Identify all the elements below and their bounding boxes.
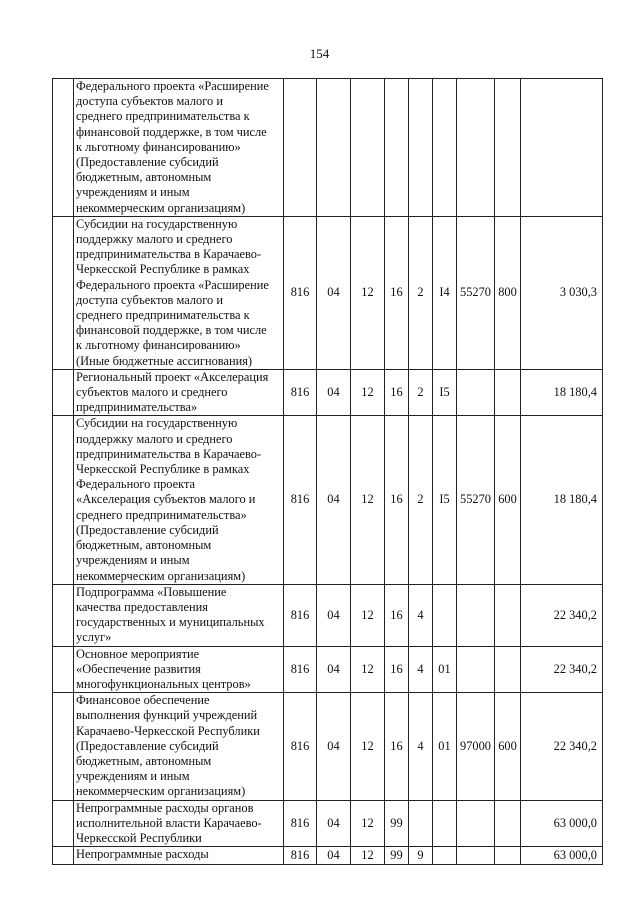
code-cell: 816	[284, 369, 317, 416]
expense-type-cell: 600	[495, 416, 521, 584]
row-number-cell	[53, 79, 74, 217]
page-number: 154	[309, 46, 330, 61]
code-cell: 816	[284, 693, 317, 800]
row-number-cell	[53, 800, 74, 847]
subsection-cell: 12	[351, 646, 385, 693]
table-row	[53, 693, 603, 800]
expense-type-cell	[495, 847, 521, 865]
program-cell	[385, 79, 409, 217]
description-cell: Подпрограмма «Повышение качества предоставления государственных и муниципальных услуг»	[74, 584, 284, 646]
subprogram-cell: 2	[409, 216, 433, 369]
subsection-cell	[351, 79, 385, 217]
expense-type-cell	[495, 800, 521, 847]
event-cell: 01	[433, 646, 457, 693]
subsection-cell: 12	[351, 800, 385, 847]
code-cell: 816	[284, 584, 317, 646]
event-cell: I5	[433, 416, 457, 584]
budget-table	[52, 78, 603, 865]
table-row	[53, 216, 603, 369]
direction-cell	[457, 79, 495, 217]
table-row	[53, 800, 603, 847]
direction-cell: 55270	[457, 216, 495, 369]
expense-type-cell	[495, 584, 521, 646]
expense-type-cell: 800	[495, 216, 521, 369]
description-cell: Региональный проект «Акселерация субъектов малого и среднего предпринимательства»	[74, 369, 284, 416]
code-cell: 816	[284, 800, 317, 847]
subsection-cell: 12	[351, 847, 385, 865]
code-cell: 816	[284, 416, 317, 584]
subprogram-cell: 4	[409, 646, 433, 693]
subsection-cell: 12	[351, 693, 385, 800]
table-row	[53, 584, 603, 646]
amount-cell: 22 340,2	[521, 584, 603, 646]
row-number-cell	[53, 584, 74, 646]
section-cell: 04	[317, 800, 351, 847]
amount-cell: 3 030,3	[521, 216, 603, 369]
direction-cell	[457, 800, 495, 847]
amount-cell: 18 180,4	[521, 416, 603, 584]
code-cell: 816	[284, 847, 317, 865]
row-number-cell	[53, 369, 74, 416]
direction-cell	[457, 847, 495, 865]
section-cell: 04	[317, 646, 351, 693]
amount-cell: 22 340,2	[521, 646, 603, 693]
section-cell: 04	[317, 693, 351, 800]
subsection-cell: 12	[351, 584, 385, 646]
expense-type-cell	[495, 646, 521, 693]
description-cell: Федерального проекта «Расширение доступа субъектов малого и среднего предпринимательства к финансовой поддержке, в том числе к льготному финансированию» (Предоставление субсидий бюджетным, автономным учреждениям и иным некоммерческим организациям)	[74, 79, 284, 217]
subsection-cell: 12	[351, 369, 385, 416]
description-cell: Субсидии на государственную поддержку малого и среднего предпринимательства в Карачаево- Черкесской Республике в рамках Федерального проекта «Расширение доступа субъектов малого и среднего предпринимательства к финансовой поддержке, в том числе к льготному финансированию» (Иные бюджетные ассигнования)	[74, 216, 284, 369]
section-cell: 04	[317, 416, 351, 584]
section-cell: 04	[317, 847, 351, 865]
description-cell: Финансовое обеспечение выполнения функций учреждений Карачаево-Черкесской Республики (Предоставление субсидий бюджетным, автономным учреждениям и иным некоммерческим организациям)	[74, 693, 284, 800]
subprogram-cell	[409, 800, 433, 847]
program-cell: 16	[385, 216, 409, 369]
description-cell: Непрограммные расходы	[74, 847, 284, 865]
row-number-cell	[53, 693, 74, 800]
subprogram-cell: 9	[409, 847, 433, 865]
table-row	[53, 79, 603, 217]
program-cell: 99	[385, 800, 409, 847]
event-cell: I5	[433, 369, 457, 416]
section-cell: 04	[317, 216, 351, 369]
event-cell: 01	[433, 693, 457, 800]
section-cell: 04	[317, 369, 351, 416]
subprogram-cell	[409, 79, 433, 217]
row-number-cell	[53, 216, 74, 369]
subprogram-cell: 4	[409, 584, 433, 646]
amount-cell: 18 180,4	[521, 369, 603, 416]
section-cell: 04	[317, 584, 351, 646]
event-cell	[433, 800, 457, 847]
table-row	[53, 416, 603, 584]
program-cell: 16	[385, 416, 409, 584]
amount-cell: 63 000,0	[521, 800, 603, 847]
amount-cell: 22 340,2	[521, 693, 603, 800]
direction-cell: 55270	[457, 416, 495, 584]
code-cell: 816	[284, 646, 317, 693]
section-cell	[317, 79, 351, 217]
program-cell: 16	[385, 646, 409, 693]
event-cell: I4	[433, 216, 457, 369]
subsection-cell: 12	[351, 416, 385, 584]
description-cell: Субсидии на государственную поддержку малого и среднего предпринимательства в Карачаево- Черкесской Республике в рамках Федерального проекта «Акселерация субъектов малого и среднего предпринимательства» (Предоставление субсидий бюджетным, автономным учреждениям и иным некоммерческим организациям)	[74, 416, 284, 584]
description-cell: Непрограммные расходы органов исполнительной власти Карачаево- Черкесской Республики	[74, 800, 284, 847]
code-cell: 816	[284, 216, 317, 369]
program-cell: 99	[385, 847, 409, 865]
direction-cell: 97000	[457, 693, 495, 800]
subprogram-cell: 2	[409, 369, 433, 416]
code-cell	[284, 79, 317, 217]
program-cell: 16	[385, 693, 409, 800]
row-number-cell	[53, 416, 74, 584]
description-cell: Основное мероприятие «Обеспечение развития многофункциональных центров»	[74, 646, 284, 693]
expense-type-cell: 600	[495, 693, 521, 800]
expense-type-cell	[495, 79, 521, 217]
subsection-cell: 12	[351, 216, 385, 369]
event-cell	[433, 847, 457, 865]
amount-cell: 63 000,0	[521, 847, 603, 865]
direction-cell	[457, 369, 495, 416]
program-cell: 16	[385, 369, 409, 416]
event-cell	[433, 584, 457, 646]
subprogram-cell: 2	[409, 416, 433, 584]
table-row	[53, 369, 603, 416]
amount-cell	[521, 79, 603, 217]
program-cell: 16	[385, 584, 409, 646]
event-cell	[433, 79, 457, 217]
row-number-cell	[53, 646, 74, 693]
table-row	[53, 847, 603, 865]
table-row	[53, 646, 603, 693]
row-number-cell	[53, 847, 74, 865]
direction-cell	[457, 646, 495, 693]
direction-cell	[457, 584, 495, 646]
expense-type-cell	[495, 369, 521, 416]
subprogram-cell: 4	[409, 693, 433, 800]
